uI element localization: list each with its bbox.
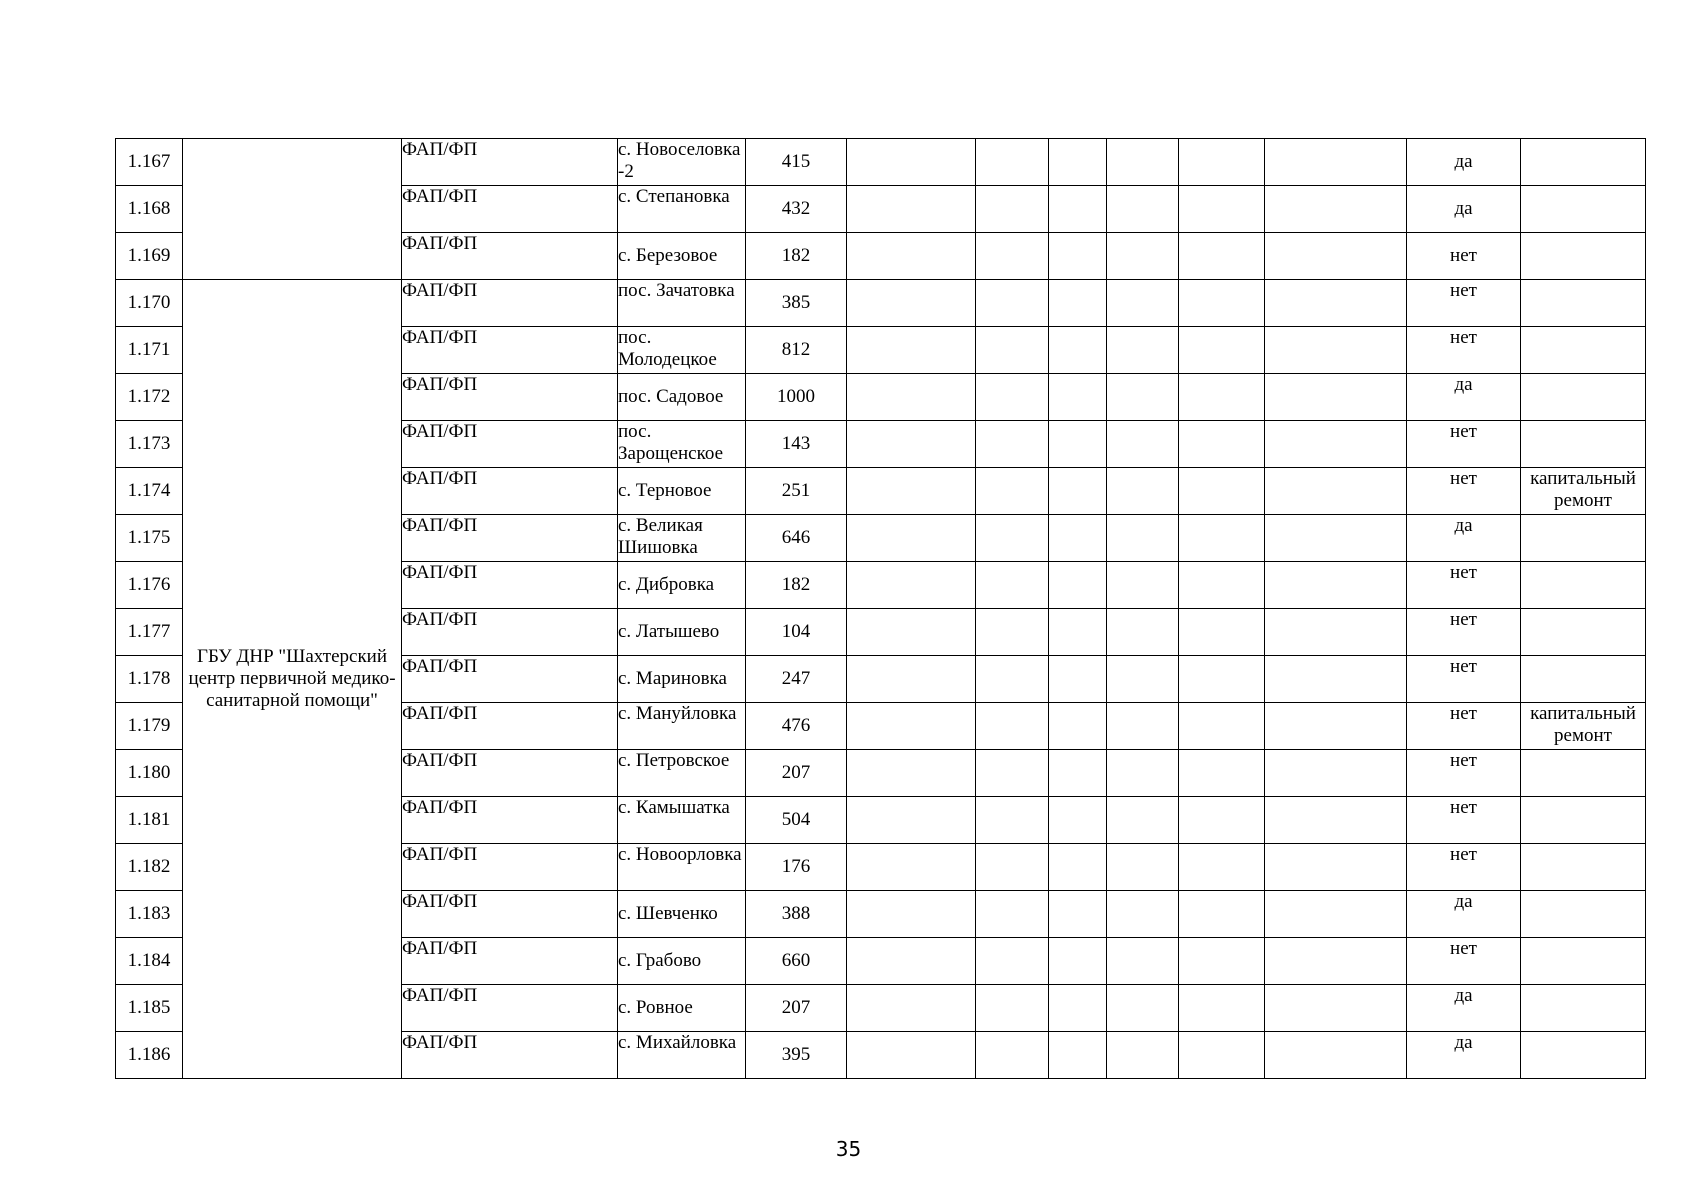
empty-cell (1265, 421, 1407, 468)
empty-cell (847, 233, 976, 280)
facility-type: ФАП/ФП (402, 280, 618, 327)
row-number: 1.172 (116, 374, 183, 421)
row-number: 1.177 (116, 609, 183, 656)
empty-cell (1107, 609, 1179, 656)
empty-cell (1265, 139, 1407, 186)
population-value: 415 (746, 139, 847, 186)
flag-value: нет (1407, 421, 1521, 468)
settlement-name: с. Мануйловка (618, 703, 746, 750)
population-value: 504 (746, 797, 847, 844)
settlement-name: с. Мариновка (618, 656, 746, 703)
repair-note (1521, 562, 1646, 609)
organization-cell (183, 139, 402, 280)
empty-cell (976, 468, 1049, 515)
flag-value: нет (1407, 797, 1521, 844)
population-value: 1000 (746, 374, 847, 421)
empty-cell (1179, 985, 1265, 1032)
empty-cell (1265, 1032, 1407, 1079)
empty-cell (847, 703, 976, 750)
empty-cell (976, 562, 1049, 609)
empty-cell (1179, 1032, 1265, 1079)
settlement-name: с. Великая Шишовка (618, 515, 746, 562)
empty-cell (847, 750, 976, 797)
population-value: 143 (746, 421, 847, 468)
empty-cell (1049, 515, 1107, 562)
empty-cell (1265, 374, 1407, 421)
empty-cell (1107, 891, 1179, 938)
flag-value: нет (1407, 703, 1521, 750)
empty-cell (1265, 844, 1407, 891)
flag-value: нет (1407, 750, 1521, 797)
empty-cell (1049, 985, 1107, 1032)
empty-cell (1179, 374, 1265, 421)
settlement-name: с. Грабово (618, 938, 746, 985)
row-number: 1.178 (116, 656, 183, 703)
empty-cell (1107, 844, 1179, 891)
facility-type: ФАП/ФП (402, 374, 618, 421)
empty-cell (1179, 421, 1265, 468)
empty-cell (847, 327, 976, 374)
facility-type: ФАП/ФП (402, 797, 618, 844)
empty-cell (1179, 609, 1265, 656)
empty-cell (976, 233, 1049, 280)
empty-cell (1049, 139, 1107, 186)
empty-cell (847, 562, 976, 609)
facility-type: ФАП/ФП (402, 750, 618, 797)
empty-cell (1265, 985, 1407, 1032)
facility-type: ФАП/ФП (402, 985, 618, 1032)
row-number: 1.183 (116, 891, 183, 938)
population-value: 385 (746, 280, 847, 327)
empty-cell (847, 468, 976, 515)
repair-note (1521, 233, 1646, 280)
empty-cell (1049, 421, 1107, 468)
flag-value: нет (1407, 609, 1521, 656)
empty-cell (976, 656, 1049, 703)
flag-value: да (1407, 515, 1521, 562)
empty-cell (1265, 233, 1407, 280)
empty-cell (847, 797, 976, 844)
population-value: 476 (746, 703, 847, 750)
settlement-name: с. Дибровка (618, 562, 746, 609)
facility-type: ФАП/ФП (402, 186, 618, 233)
repair-note (1521, 797, 1646, 844)
repair-note (1521, 1032, 1646, 1079)
population-value: 660 (746, 938, 847, 985)
row-number: 1.185 (116, 985, 183, 1032)
empty-cell (1049, 844, 1107, 891)
flag-value: да (1407, 985, 1521, 1032)
empty-cell (976, 891, 1049, 938)
empty-cell (1107, 656, 1179, 703)
table-row (116, 280, 1646, 327)
row-number: 1.186 (116, 1032, 183, 1079)
settlement-name: пос. Зарощенское (618, 421, 746, 468)
empty-cell (847, 186, 976, 233)
empty-cell (847, 985, 976, 1032)
page-number: 35 (835, 1137, 862, 1161)
settlement-name: с. Новоселовка -2 (618, 139, 746, 186)
empty-cell (1107, 562, 1179, 609)
empty-cell (847, 280, 976, 327)
flag-value: да (1407, 139, 1521, 186)
empty-cell (976, 750, 1049, 797)
population-value: 646 (746, 515, 847, 562)
settlement-name: с. Камышатка (618, 797, 746, 844)
settlement-name: с. Новоорловка (618, 844, 746, 891)
facilities-table (115, 138, 1646, 1079)
row-number: 1.173 (116, 421, 183, 468)
empty-cell (1107, 280, 1179, 327)
facility-type: ФАП/ФП (402, 421, 618, 468)
row-number: 1.175 (116, 515, 183, 562)
empty-cell (1049, 233, 1107, 280)
empty-cell (976, 938, 1049, 985)
organization-cell: ГБУ ДНР "Шахтерский центр первичной медико-санитарной помощи" (183, 280, 402, 1079)
empty-cell (1265, 891, 1407, 938)
facility-type: ФАП/ФП (402, 938, 618, 985)
repair-note (1521, 515, 1646, 562)
empty-cell (1049, 750, 1107, 797)
empty-cell (1107, 1032, 1179, 1079)
repair-note: капитальный ремонт (1521, 468, 1646, 515)
empty-cell (1265, 280, 1407, 327)
empty-cell (1049, 1032, 1107, 1079)
population-value: 104 (746, 609, 847, 656)
empty-cell (1179, 750, 1265, 797)
facility-type: ФАП/ФП (402, 656, 618, 703)
repair-note (1521, 750, 1646, 797)
row-number: 1.169 (116, 233, 183, 280)
empty-cell (976, 703, 1049, 750)
empty-cell (847, 844, 976, 891)
empty-cell (1107, 327, 1179, 374)
facility-type: ФАП/ФП (402, 233, 618, 280)
empty-cell (847, 656, 976, 703)
flag-value: да (1407, 374, 1521, 421)
row-number: 1.168 (116, 186, 183, 233)
empty-cell (976, 374, 1049, 421)
flag-value: нет (1407, 844, 1521, 891)
settlement-name: с. Терновое (618, 468, 746, 515)
facility-type: ФАП/ФП (402, 1032, 618, 1079)
empty-cell (976, 280, 1049, 327)
flag-value: да (1407, 1032, 1521, 1079)
flag-value: нет (1407, 280, 1521, 327)
empty-cell (847, 421, 976, 468)
repair-note (1521, 985, 1646, 1032)
empty-cell (976, 421, 1049, 468)
facility-type: ФАП/ФП (402, 703, 618, 750)
empty-cell (1107, 938, 1179, 985)
empty-cell (976, 1032, 1049, 1079)
empty-cell (1179, 562, 1265, 609)
empty-cell (1049, 468, 1107, 515)
empty-cell (1265, 515, 1407, 562)
empty-cell (1179, 938, 1265, 985)
empty-cell (1179, 891, 1265, 938)
flag-value: нет (1407, 468, 1521, 515)
row-number: 1.174 (116, 468, 183, 515)
repair-note (1521, 844, 1646, 891)
empty-cell (1265, 468, 1407, 515)
repair-note: капитальный ремонт (1521, 703, 1646, 750)
empty-cell (1265, 656, 1407, 703)
empty-cell (847, 139, 976, 186)
empty-cell (1049, 609, 1107, 656)
row-number: 1.171 (116, 327, 183, 374)
repair-note (1521, 421, 1646, 468)
settlement-name: пос. Садовое (618, 374, 746, 421)
facility-type: ФАП/ФП (402, 844, 618, 891)
empty-cell (1107, 985, 1179, 1032)
flag-value: нет (1407, 562, 1521, 609)
repair-note (1521, 374, 1646, 421)
empty-cell (1179, 139, 1265, 186)
empty-cell (1265, 703, 1407, 750)
empty-cell (1049, 891, 1107, 938)
empty-cell (1179, 515, 1265, 562)
repair-note (1521, 891, 1646, 938)
repair-note (1521, 139, 1646, 186)
empty-cell (1049, 797, 1107, 844)
flag-value: нет (1407, 327, 1521, 374)
empty-cell (1049, 938, 1107, 985)
repair-note (1521, 327, 1646, 374)
repair-note (1521, 938, 1646, 985)
empty-cell (1179, 186, 1265, 233)
population-value: 207 (746, 750, 847, 797)
empty-cell (976, 609, 1049, 656)
flag-value: нет (1407, 656, 1521, 703)
empty-cell (1049, 703, 1107, 750)
settlement-name: с. Степановка (618, 186, 746, 233)
empty-cell (1265, 797, 1407, 844)
row-number: 1.180 (116, 750, 183, 797)
settlement-name: с. Латышево (618, 609, 746, 656)
repair-note (1521, 656, 1646, 703)
empty-cell (976, 844, 1049, 891)
flag-value: да (1407, 891, 1521, 938)
empty-cell (1107, 139, 1179, 186)
facility-type: ФАП/ФП (402, 515, 618, 562)
empty-cell (976, 327, 1049, 374)
empty-cell (1107, 797, 1179, 844)
population-value: 388 (746, 891, 847, 938)
empty-cell (976, 797, 1049, 844)
settlement-name: пос. Молодецкое (618, 327, 746, 374)
row-number: 1.179 (116, 703, 183, 750)
empty-cell (1049, 656, 1107, 703)
settlement-name: с. Березовое (618, 233, 746, 280)
empty-cell (847, 891, 976, 938)
empty-cell (847, 1032, 976, 1079)
empty-cell (1179, 327, 1265, 374)
facility-type: ФАП/ФП (402, 891, 618, 938)
settlement-name: с. Петровское (618, 750, 746, 797)
repair-note (1521, 186, 1646, 233)
population-value: 247 (746, 656, 847, 703)
empty-cell (1049, 374, 1107, 421)
population-value: 207 (746, 985, 847, 1032)
empty-cell (1179, 703, 1265, 750)
empty-cell (1265, 327, 1407, 374)
facility-type: ФАП/ФП (402, 139, 618, 186)
empty-cell (976, 515, 1049, 562)
flag-value: нет (1407, 233, 1521, 280)
empty-cell (976, 985, 1049, 1032)
empty-cell (1107, 421, 1179, 468)
empty-cell (1049, 562, 1107, 609)
population-value: 182 (746, 562, 847, 609)
row-number: 1.181 (116, 797, 183, 844)
empty-cell (1049, 186, 1107, 233)
population-value: 395 (746, 1032, 847, 1079)
empty-cell (1107, 750, 1179, 797)
row-number: 1.182 (116, 844, 183, 891)
population-value: 432 (746, 186, 847, 233)
empty-cell (1179, 844, 1265, 891)
empty-cell (1107, 233, 1179, 280)
repair-note (1521, 280, 1646, 327)
empty-cell (1265, 186, 1407, 233)
flag-value: нет (1407, 938, 1521, 985)
settlement-name: с. Михайловка (618, 1032, 746, 1079)
row-number: 1.170 (116, 280, 183, 327)
empty-cell (1265, 609, 1407, 656)
settlement-name: пос. Зачатовка (618, 280, 746, 327)
row-number: 1.167 (116, 139, 183, 186)
empty-cell (1107, 186, 1179, 233)
population-value: 251 (746, 468, 847, 515)
table-row (116, 139, 1646, 186)
empty-cell (976, 139, 1049, 186)
facility-type: ФАП/ФП (402, 562, 618, 609)
settlement-name: с. Ровное (618, 985, 746, 1032)
row-number: 1.184 (116, 938, 183, 985)
empty-cell (847, 938, 976, 985)
flag-value: да (1407, 186, 1521, 233)
repair-note (1521, 609, 1646, 656)
empty-cell (1265, 938, 1407, 985)
empty-cell (1107, 468, 1179, 515)
settlement-name: с. Шевченко (618, 891, 746, 938)
empty-cell (847, 374, 976, 421)
empty-cell (1049, 280, 1107, 327)
population-value: 812 (746, 327, 847, 374)
population-value: 182 (746, 233, 847, 280)
empty-cell (1179, 233, 1265, 280)
facility-type: ФАП/ФП (402, 468, 618, 515)
empty-cell (1179, 797, 1265, 844)
empty-cell (847, 609, 976, 656)
empty-cell (1107, 374, 1179, 421)
empty-cell (1179, 468, 1265, 515)
empty-cell (1265, 750, 1407, 797)
row-number: 1.176 (116, 562, 183, 609)
table-body (116, 139, 1646, 1079)
facility-type: ФАП/ФП (402, 609, 618, 656)
empty-cell (1107, 515, 1179, 562)
population-value: 176 (746, 844, 847, 891)
empty-cell (847, 515, 976, 562)
empty-cell (1049, 327, 1107, 374)
empty-cell (1265, 562, 1407, 609)
empty-cell (1179, 280, 1265, 327)
empty-cell (1179, 656, 1265, 703)
empty-cell (1107, 703, 1179, 750)
facility-type: ФАП/ФП (402, 327, 618, 374)
empty-cell (976, 186, 1049, 233)
